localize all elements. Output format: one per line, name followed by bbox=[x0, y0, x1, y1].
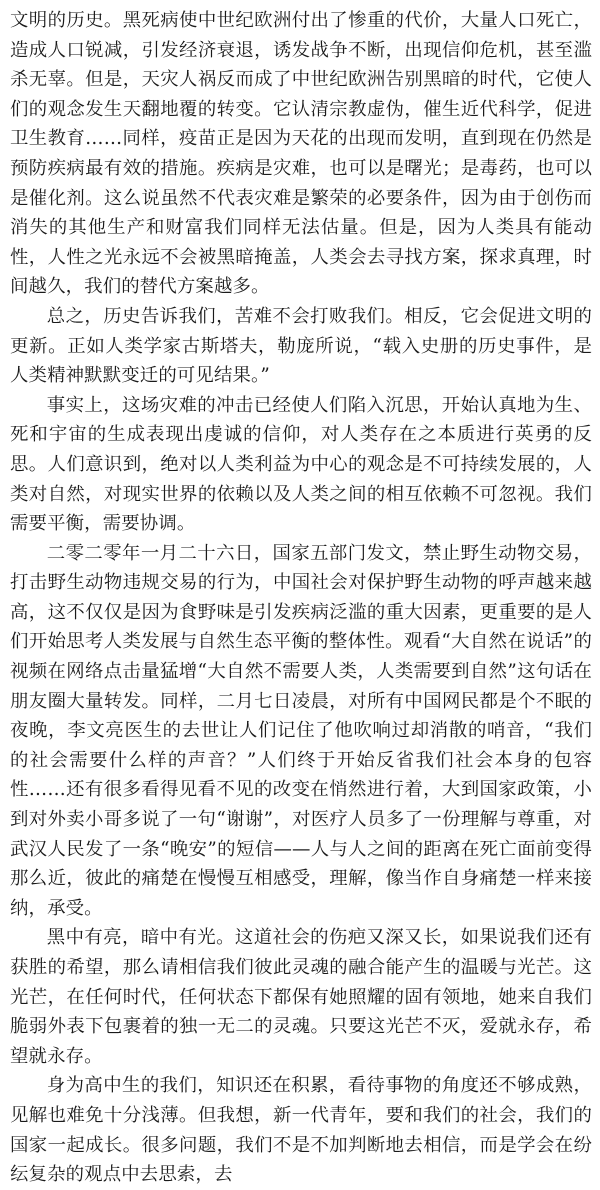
paragraph-reflection: 事实上，这场灾难的冲击已经使人们陷入沉思，开始认真地为生、死和宇宙的生成表现出虔诚的信仰，对人类存在之本质进行英勇的反思。人们意识到，绝对以人类利益为中心的观念是不可持续发展的，人类对自然，对现实世界的依赖以及人类之间的相互依赖不可忽视。我们需要平衡，需要协调。 bbox=[10, 394, 592, 535]
paragraph-history-lesson: 总之，历史告诉我们，苦难不会打败我们。相反，它会促进文明的更新。正如人类学家古斯塔夫，勒庞所说，“载入史册的历史事件，是人类精神默默变迁的可见结果。” bbox=[10, 305, 592, 387]
paragraph-black-death-history: 文明的历史。黑死病使中世纪欧洲付出了惨重的代价，大量人口死亡，造成人口锐减，引发经济衰退，诱发战争不断，出现信仰危机，甚至滥杀无辜。但是，天灾人祸反而成了中世纪欧洲告别黑暗的时代，它使人们的观念发生天翻地覆的转变。它认清宗教虚伪，催生近代科学，促进卫生教育……同样，疫苗正是因为天花的出现而发明，直到现在仍然是预防疾病最有效的措施。疾病是灾难，也可以是曙光；是毒药，也可以是催化剂。这么说虽然不代表灾难是繁荣的必要条件，因为由于创伤而消失的其他生产和财富我们同样无法估量。但是，因为人类具有能动性，人性之光永远不会被黑暗掩盖，人类会去寻找方案，探求真理，时间越久，我们的替代方案越多。 bbox=[10, 10, 592, 298]
paragraph-high-school-students: 身为高中生的我们，知识还在积累，看待事物的角度还不够成熟，见解也难免十分浅薄。但我想，新一代青年，要和我们的社会，我们的国家一起成长。很多问题，我们不是不加判断地去相信，而是学会在纷纭复杂的观点中去思索，去 bbox=[10, 1075, 592, 1186]
paragraph-wildlife-and-society: 二零二零年一月二十六日，国家五部门发文，禁止野生动物交易，打击野生动物违规交易的行为，中国社会对保护野生动物的呼声越来越高，这不仅仅是因为食野味是引发疾病泛滥的重大因素，更重要的是人们开始思考人类发展与自然生态平衡的整体性。观看“大自然在说话”的视频在网络点击量猛增“大自然不需要人类，人类需要到自然”这句话在朋友圈大量转发。同样，二月七日凌晨，对所有中国网民都是个不眠的夜晚，李文亮医生的去世让人们记住了他吹响过却消散的哨音，“我们的社会需要什么样的声音？”人们终于开始反省我们社会本身的包容性……还有很多看得见看不见的改变在悄然进行着，大到国家政策，小到对外卖小哥多说了一句“谢谢”，对医疗人员多了一份理解与尊重，对武汉人民发了一条“晚安”的短信——人与人之间的距离在死亡面前变得那么近，彼此的痛楚在慢慢互相感受，理解，像当作自身痛楚一样来接纳，承受。 bbox=[10, 542, 592, 919]
paragraph-light-in-darkness: 黑中有亮，暗中有光。这道社会的伤疤又深又长，如果说我们还有获胜的希望，那么请相信我们彼此灵魂的融合能产生的温暖与光芒。这光芒，在任何时代，任何状态下都保有她照耀的固有领地，她来自我们脆弱外表下包裹着的独一无二的灵魂。只要这光芒不灭，爱就永存，希望就永存。 bbox=[10, 927, 592, 1067]
